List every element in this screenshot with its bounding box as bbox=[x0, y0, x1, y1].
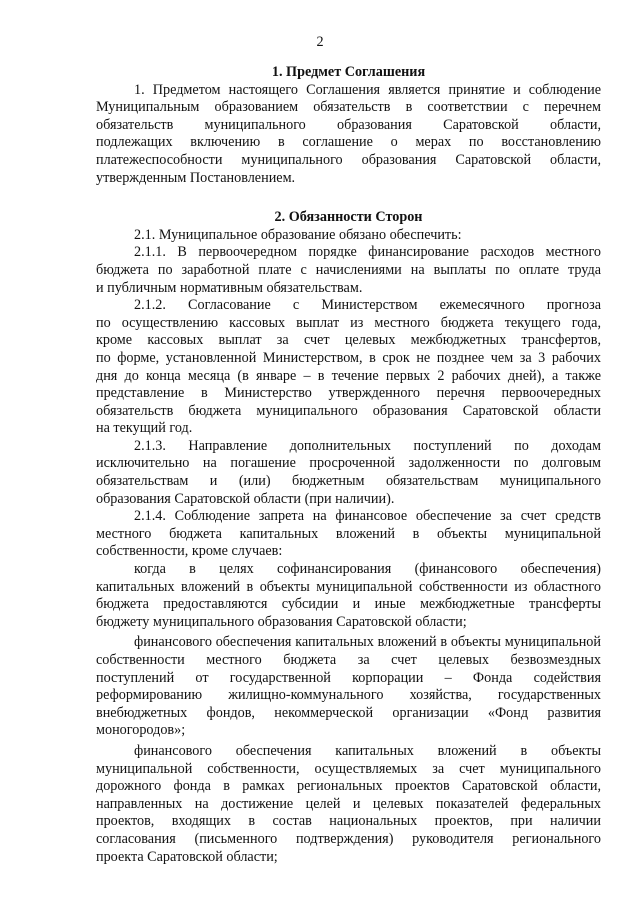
text-line: проектов, входящих в состав национальных проектов, при наличии bbox=[96, 813, 601, 830]
text-line: кроме кассовых выплат за счет целевых межбюджетных трансфертов, bbox=[96, 332, 601, 349]
text-line: платежеспособности муниципального образования Саратовской области, bbox=[96, 151, 601, 168]
text-line: финансового обеспечения капитальных вложений в объекты муниципальной bbox=[134, 634, 601, 651]
text-line: 1. Предметом настоящего Соглашения является принятие и соблюдение bbox=[134, 81, 601, 98]
text-line: поступлений от государственной корпорации – Фонда содействия bbox=[96, 669, 601, 686]
text-line: исключительно на погашение просроченной задолженности по долговым bbox=[96, 455, 601, 472]
text-line: проекта Саратовской области; bbox=[96, 848, 278, 865]
text-line: реформированию жилищно-коммунального хозяйства, государственных bbox=[96, 687, 601, 704]
text-line: направленных на достижение целей и целевых показателей федеральных bbox=[96, 795, 601, 812]
text-line: подлежащих включению в соглашение о мерах по восстановлению bbox=[96, 134, 601, 151]
exception-case-fund bbox=[96, 634, 601, 740]
text-line: капитальных вложений в объекты муниципальной собственности из областного bbox=[96, 578, 601, 595]
text-line: на текущий год. bbox=[96, 420, 193, 437]
page-number: 2 bbox=[316, 34, 324, 50]
text-line: согласования (письменного подтверждения) руководителя регионального bbox=[96, 830, 601, 847]
text-line: местного бюджета капитальных вложений в объекты муниципальной bbox=[96, 525, 601, 542]
text-line: представление в Министерство утвержденного перечня первоочередных bbox=[96, 385, 601, 402]
text-line: бюджета по заработной плате с начислениями на выплаты по оплате труда bbox=[96, 261, 601, 278]
section-1-heading: 1. Предмет Соглашения bbox=[271, 64, 426, 80]
text-line: утвержденным Постановлением. bbox=[96, 169, 296, 186]
text-line: 2.1. Муниципальное образование обязано обеспечить: bbox=[134, 226, 462, 243]
text-line: образования Саратовской области (при наличии). bbox=[96, 490, 395, 507]
clause-2-1-4 bbox=[96, 508, 601, 561]
text-line: моногородов»; bbox=[96, 722, 186, 739]
clause-2-1-2 bbox=[96, 297, 601, 438]
text-line: и публичным нормативным обязательствам. bbox=[96, 279, 363, 296]
text-line: 2.1.1. В первоочередном порядке финансирование расходов местного bbox=[134, 244, 601, 261]
text-line: бюджета предоставляются субсидии и иные межбюджетные трансферты bbox=[96, 596, 601, 613]
text-line: бюджету муниципального образования Саратовской области; bbox=[96, 613, 467, 630]
section-1-paragraph bbox=[96, 82, 601, 188]
text-line: внебюджетных фондов, некоммерческой организации «Фонд развития bbox=[96, 704, 601, 721]
clause-2-1-1 bbox=[96, 244, 601, 297]
text-line: когда в целях софинансирования (финансового обеспечения) bbox=[134, 561, 601, 578]
exception-case-road-fund bbox=[96, 743, 601, 866]
text-line: 2.1.3. Направление дополнительных поступлений по доходам bbox=[134, 437, 601, 454]
text-line: 2.1.4. Соблюдение запрета на финансовое обеспечение за счет средств bbox=[134, 508, 601, 525]
document-body bbox=[96, 64, 601, 866]
text-line: дорожного фонда в рамках региональных проектов Саратовской области, bbox=[96, 778, 601, 795]
exception-case-cofinancing bbox=[96, 561, 601, 631]
text-line: 2.1.2. Согласование с Министерством ежемесячного прогноза bbox=[134, 297, 601, 314]
text-line: собственности местного бюджета за счет целевых безвозмездных bbox=[96, 652, 601, 668]
text-line: обязательствам и (или) бюджетным обязательствам муниципального bbox=[96, 473, 601, 490]
text-line: по форме, установленной Министерством, в срок не позднее чем за 3 рабочих bbox=[96, 349, 601, 366]
text-line: финансового обеспечения капитальных вложений в объекты bbox=[134, 742, 601, 759]
text-line: дня до конца месяца (в январе – в течение первых 2 рабочих дней), а также bbox=[96, 367, 601, 384]
text-line: обязательств муниципального образования Саратовской области, bbox=[96, 116, 601, 133]
text-line: обязательств бюджета муниципального образования Саратовской области bbox=[96, 402, 601, 419]
text-line: Муниципальным образованием обязательств в соответствии с перечнем bbox=[96, 99, 601, 116]
text-line: муниципальной собственности, осуществляемых за счет муниципального bbox=[96, 760, 601, 777]
text-line: собственности, кроме случаев: bbox=[96, 543, 283, 560]
clause-2-1 bbox=[96, 227, 601, 245]
section-2-heading: 2. Обязанности Сторон bbox=[274, 209, 423, 226]
text-line: по осуществлению кассовых выплат из местного бюджета текущего года, bbox=[96, 314, 601, 331]
clause-2-1-3 bbox=[96, 438, 601, 508]
